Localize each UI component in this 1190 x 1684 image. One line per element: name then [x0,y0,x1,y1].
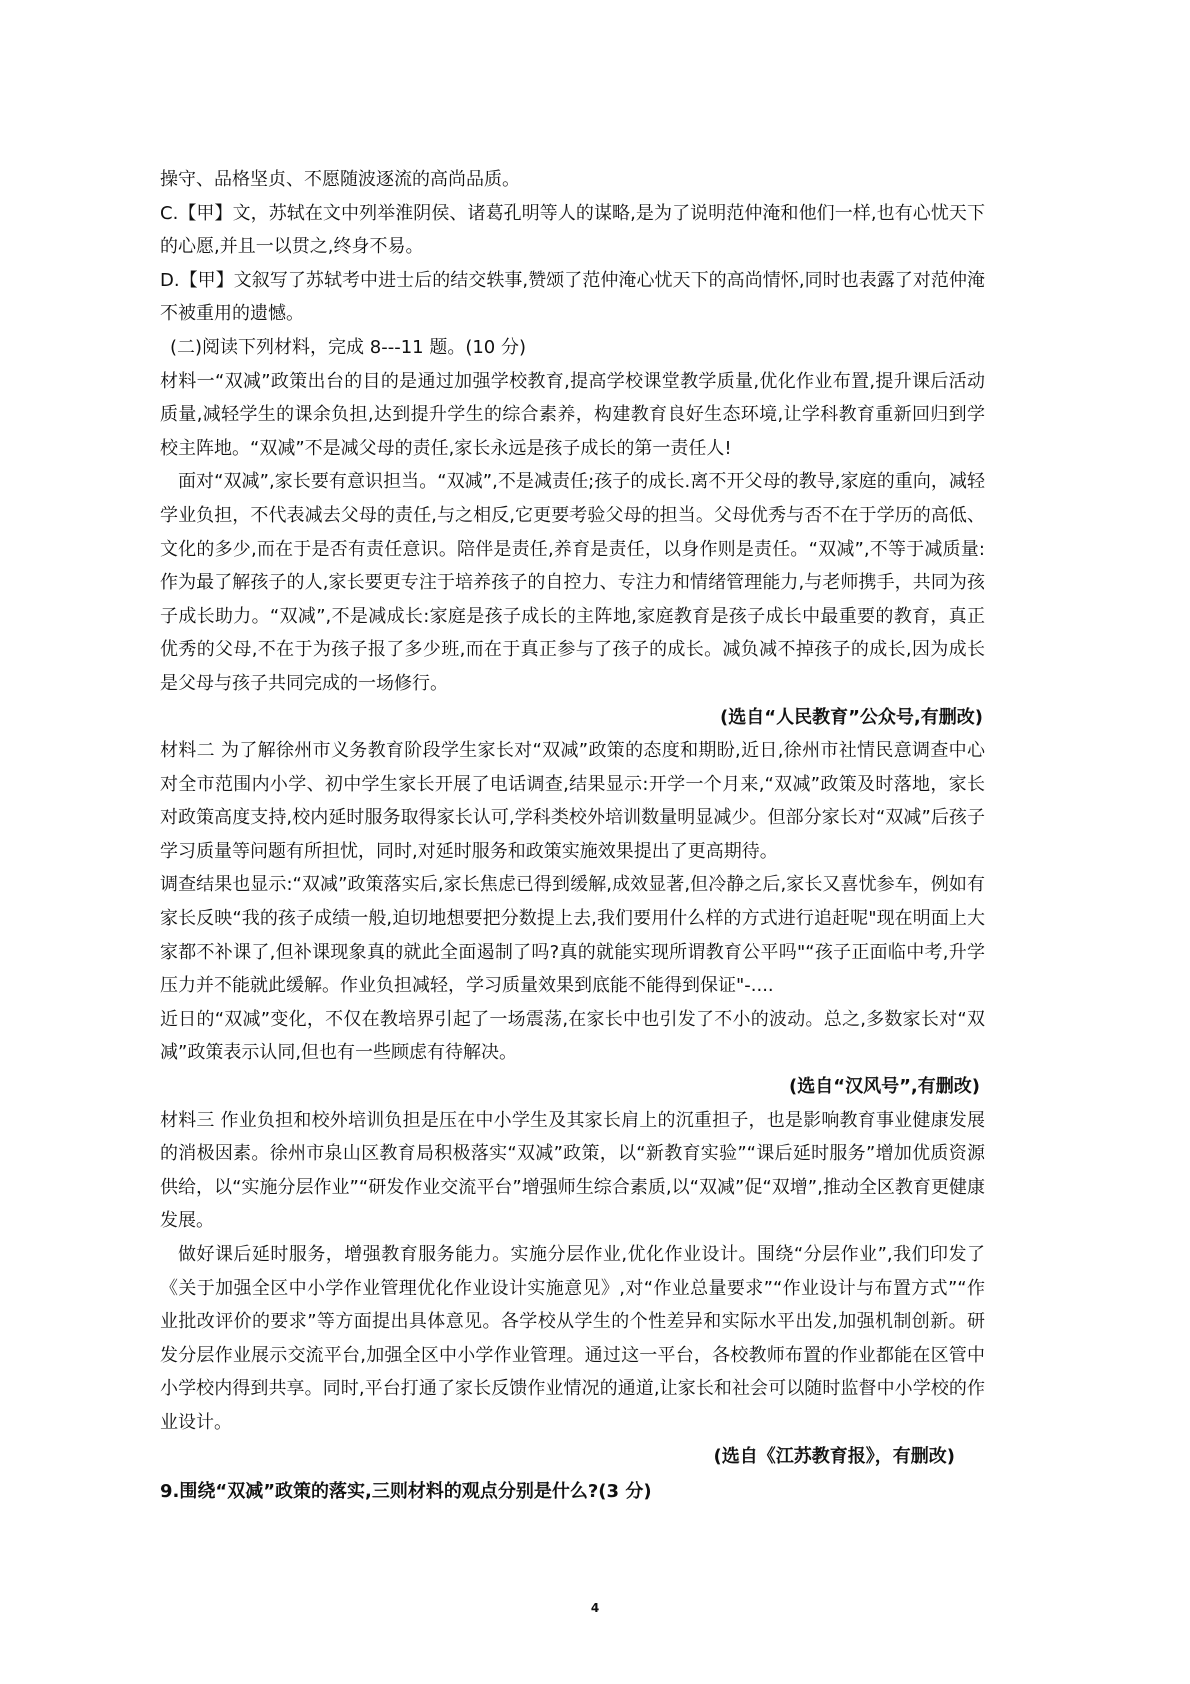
material-two-paragraph-3: 近日的“双减”变化，不仅在教培界引起了一场震荡,在家长中也引发了不小的波动。总之,多数家长对“双减”政策表示认同,但也有一些顾虑有待解决。 [160,1008,985,1064]
page-number: 4 [590,1601,600,1615]
option-d: D.【甲】文叙写了苏轼考中进士后的结交轶事,赞颂了范仲淹心忧天下的高尚情怀,同时也表露了对范仲淹不被重用的遗憾。 [160,269,985,325]
material-three-paragraph-1: 材料三 作业负担和校外培训负担是压在中小学生及其家长肩上的沉重担子，也是影响教育事业健康发展的消极因素。徐州市泉山区教育局积极落实“双减”政策，以“新教育实验”“课后延时服务”增加优质资源供给，以“实施分层作业”“研发作业交流平台”增强师生综合素质,以“双减”促“双增”,推动全区教育更健康发展。 [160,1109,985,1232]
option-c: C.【甲】文，苏轼在文中列举淮阴侯、诸葛孔明等人的谋略,是为了说明范仲淹和他们一样,也有心忧天下的心愿,并且一以贯之,终身不易。 [160,202,985,258]
material-one-source: (选自“人民教育”公众号,有删改) [720,706,983,728]
material-two-paragraph-2: 调查结果也显示:“双减”政策落实后,家长焦虑已得到缓解,成效显著,但冷静之后,家长又喜忧参车，例如有家长反映“我的孩子成绩一般,迫切地想要把分数提上去,我们要用什么样的方式进行追赶呢"现在明面上大家都不补课了,但补课现象真的就此全面遏制了吗?真的就能实现所谓教育公平吗"“孩子正面临中考,升学压力并不能就此缓解。作业负担减轻，学习质量效果到底能不能得到保证"-.... [160,874,985,997]
question-9: 9.围绕“双减”政策的落实,三则材料的观点分别是什么?(3 分) [160,1481,652,1503]
material-two-paragraph-1: 材料二 为了解徐州市义务教育阶段学生家长对“双减”政策的态度和期盼,近日,徐州市社情民意调查中心对全市范围内小学、初中学生家长开展了电话调查,结果显示:开学一个月来,“双减”政策及时落地，家长对政策高度支持,校内延时服务取得家长认可,学科类校外培训数量明显减少。但部分家长对“双减”后孩子学习质量等问题有所担忧，同时,对延时服务和政策实施效果提出了更高期待。 [160,740,985,862]
material-one-paragraph-2: 面对“双减”,家长要有意识担当。“双减”,不是减责任;孩子的成长.离不开父母的教导,家庭的重向，减轻学业负担，不代表减去父母的责任,与之相反,它更要考验父母的担当。父母优秀与否不在于学历的高低、文化的多少,而在于是否有责任意识。陪伴是责任,养育是责任，以身作则是责任。“双减”,不等于减质量:作为最了解孩子的人,家长要更专注于培养孩子的自控力、专注力和情绪管理能力,与老师携手，共同为孩子成长助力。“双减”,不是减成长:家庭是孩子成长的主阵地,家庭教育是孩子成长中最重要的教育，真正优秀的父母,不在于为孩子报了多少班,而在于真正参与了孩子的成长。减负减不掉孩子的成长,因为成长是父母与孩子共同完成的一场修行。 [160,471,985,694]
material-three-source: (选自《江苏教育报》，有删改) [713,1445,955,1467]
material-two-source: (选自“汉风号”,有删改) [789,1076,980,1098]
material-three-paragraph-2: 做好课后延时服务，增强教育服务能力。实施分层作业,优化作业设计。围绕“分层作业”,我们印发了《关于加强全区中小学作业管理优化作业设计实施意见》,对“作业总量要求”“作业设计与布置方式”“作业批改评价的要求”等方面提出具体意见。各学校从学生的个性差异和实际水平出发,加强机制创新。研发分层作业展示交流平台,加强全区中小学作业管理。通过这一平台，各校教师布置的作业都能在区管中小学校内得到共享。同时,平台打通了家长反馈作业情况的通道,让家长和社会可以随时监督中小学校的作业设计。 [160,1244,985,1433]
section-heading: (二)阅读下列材料，完成 8---11 题。(10 分) [170,336,526,358]
material-one-paragraph-1: 材料一“双减”政策出台的目的是通过加强学校教育,提高学校课堂教学质量,优化作业布置,提升课后活动质量,减轻学生的课余负担,达到提升学生的综合素养，构建教育良好生态环境,让学科教育重新回归到学校主阵地。“双减”不是减父母的责任,家长永远是孩子成长的第一责任人! [160,370,985,459]
option-b-continuation: 操守、品格坚贞、不愿随波逐流的高尚品质。 [160,169,520,190]
